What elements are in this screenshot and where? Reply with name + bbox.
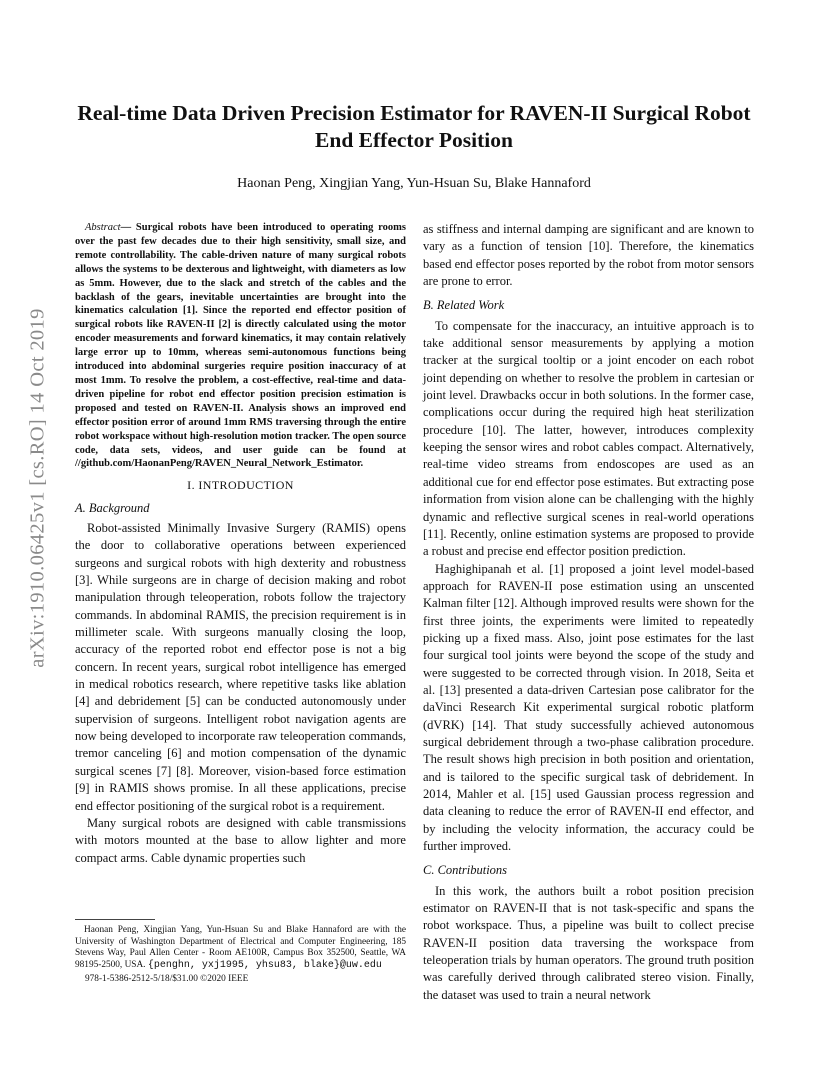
subsection-heading-background: A. Background bbox=[75, 500, 150, 515]
right-column bbox=[423, 221, 754, 1004]
subsection-heading-related-work: B. Related Work bbox=[423, 298, 505, 313]
arxiv-stamp-text: arXiv:1910.06425v1 [cs.RO] 14 Oct 2019 bbox=[26, 308, 49, 668]
paragraph-related-work-1: To compensate for the inaccuracy, an intuitive approach is to take additional sensor measurements by applying a motion tracker at the surgical tooltip or a joint encoder on each robot joint depending on whether to resolve the problem in cartesian or joint level. Drawbacks occur in both solutions. In the former case, complications occur during the required high heat sterilization procedure [10]. The latter, however, introduces complexity keeping the sensor wires and robot cables compact. Alternatively, real-time video streams from endoscopes are used as an additional cue for end effector pose estimates. But extracting pose information from vision alone can be challenging with the highly dynamic and reflective surgical scenes in real-world operations [11]. Recently, online estimation systems are proposed to provide a robust and precise end effector position prediction. bbox=[423, 318, 754, 559]
paragraph-background-2: Many surgical robots are designed with cable transmissions with motors mounted at the base to allow lighter and more compact arms. Cable dynamic properties such bbox=[75, 815, 406, 865]
subsection-heading-contributions: C. Contributions bbox=[423, 863, 508, 878]
copyright-notice: 978-1-5386-2512-5/18/$31.00 ©2020 IEEE bbox=[85, 974, 249, 985]
abstract-body: — Surgical robots have been introduced to operating rooms over the past few decades due to their high sensitivity, small size, and remote controllability. The cable-driven nature of many surgical robots allows the systems to be dexterous and lightweight, with diameters as low as 5mm. However, due to the slack and stretch of the cables and the backlash of the gears, inevitable uncertainties are brought into the kinematics calculation [1]. Since the reported end effector position of surgical robots like RAVEN-II [2] is directly calculated using the motor encoder measurements and forward kinematics, it may contain relatively large error up to 10mm, whereas semi-autonomous functions being introduced into abdominal surgeries require position inaccuracy of at most 1mm. To resolve the problem, a cost-effective, real-time and data-driven pipeline for robot end effector position precision estimation is proposed and tested on RAVEN-II. Analysis shows an improved end effector position error of around 1mm RMS traversing through the entire robot workspace without high-resolution motion tracker. The open source code, data sets, videos, and user guide can be found at //github.com/HaonanPeng/RAVEN_Neural_Network_Estimator. bbox=[75, 222, 406, 470]
footnote-affiliation bbox=[75, 925, 406, 971]
paper-title: Real-time Data Driven Precision Estimator for RAVEN-II Surgical Robot End Effector Position bbox=[77, 101, 751, 152]
section-heading-introduction: I. INTRODUCTION bbox=[187, 478, 294, 493]
footnote-emails: {penghn, yxj1995, yhsu83, blake}@uw.edu bbox=[147, 959, 382, 971]
footnote-rule bbox=[75, 919, 155, 920]
paragraph-contributions: In this work, the authors built a robot position precision estimator on RAVEN-II that is not task-specific and spans the robot workspace. Thus, a pipeline was built to collect precise RAVEN-II position data traversing the workspace from teleoperation trials by human operators. The ground truth position was carefully derived through calibrated stereo vision. Finally, the dataset was used to train a neural network bbox=[423, 883, 754, 1002]
paragraph-background-1: Robot-assisted Minimally Invasive Surgery (RAMIS) opens the door to collaborative operations between experienced surgeons and surgical robots with high dexterity and robustness [3]. While surgeons are in charge of decision making and robot manipulation through teleoperation, robots follow the trajectory commands. In abdominal RAMIS, the precision requirement is in millimeter scale. With surgeons manually closing the loop, accuracy of the reported robot end effector pose is not a big concern. In recent years, surgical robot intelligence has emerged in medical robotics research, where repetitive tasks like ablation [4] and debridement [5] can be conducted autonomously under supervision of surgeons. Intelligent robot navigation agents are now being developed to incorporate raw teleoperation commands, tremor canceling [6] and motion compensation of the dynamic surgical scenes [7] [8]. Moreover, vision-based force estimation [9] in RAMIS shows promise. In all these applications, precise end effector positioning of the surgical robot is a requirement. bbox=[75, 521, 406, 813]
author-list: Haonan Peng, Xingjian Yang, Yun-Hsuan Su, Blake Hannaford bbox=[237, 176, 591, 191]
paragraph-related-work-2: Haghighipanah et al. [1] proposed a joint level model-based approach for RAVEN-II pose estimation using an unscented Kalman filter [12]. Although improved results were shown for the first three joints, the experiments were limited to repeatedly picking up a fixed mass. Also, joint pose estimates for the last four surgical tool joints were beyond the scope of the study and were suggested to be corrected through vision. In 2018, Seita et al. [13] presented a data-driven Cartesian pose calibrator for the daVinci Research Kit experimental surgical robotic platform (dVRK) [14]. That study successfully achieved autonomous surgical debridement through a two-phase calibration procedure. The result shows high precision in both position and orientation, and is tailored to the specific surgical task of debridement. In 2014, Mahler et al. [15] used Gaussian process regression and data cleaning to reduce the error of RAVEN-II end effector, and by including the velocity information, the accuracy could be further improved. bbox=[423, 561, 754, 854]
arxiv-stamp bbox=[18, 288, 58, 688]
footnote-affiliation-text: Haonan Peng, Xingjian Yang, Yun-Hsuan Su and Blake Hannaford are with the University of Washington Department of Electrical and Computer Engineering, 185 Stevens Way, Paul Allen Center - Room AE100R, Campus Box 352500, Seattle, WA 98195-2500, USA. bbox=[75, 925, 406, 970]
left-column bbox=[75, 221, 406, 867]
paragraph-background-2-continued: as stiffness and internal damping are significant and are known to vary as a function of tension [10]. Therefore, the kinematics based end effector poses reported by the robot from motor sensors are prone to error. bbox=[423, 222, 754, 289]
abstract-lead: Abstract bbox=[85, 222, 121, 233]
footnote bbox=[75, 925, 406, 986]
abstract bbox=[75, 221, 406, 471]
